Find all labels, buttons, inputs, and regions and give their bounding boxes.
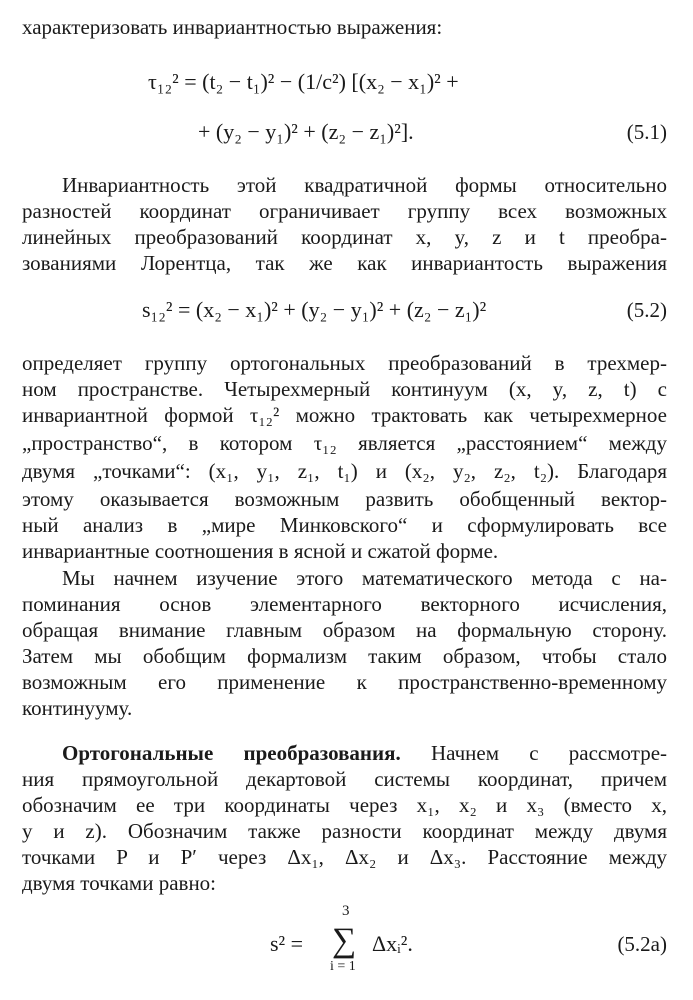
sum-symbol: ∑ (332, 922, 357, 959)
text-line: инвариантной формой τ₁₂² можно трактовать как четырехмерное (22, 403, 667, 427)
text-line: Затем мы обобщим формализм таким образом, чтобы стало (22, 644, 667, 668)
text-line: Инвариантность этой квадратичной формы относительно (62, 173, 667, 197)
text-line: обращая внимание главным образом на формальную сторону. (22, 618, 667, 642)
text-line: зованиями Лорентца, так же как инвариантость выражения (22, 251, 667, 275)
equation-5-2: s₁₂² = (x₂ − x₁)² + (y₂ − y₁)² + (z₂ − z₁)² (142, 297, 487, 322)
equation-number: (5.2a) (617, 932, 667, 956)
text-line: линейных преобразований координат x, y, z и t преобра- (22, 225, 667, 249)
equation-5-1-row-2: + (y₂ − y₁)² + (z₂ − z₁)²]. (198, 119, 414, 144)
text-line: определяет группу ортогональных преобразований в трехмер- (22, 351, 667, 375)
equation-5-2a-rhs: Δxᵢ². (372, 931, 413, 956)
text-line: ния прямоугольной декартовой системы координат, причем (22, 767, 667, 791)
text-line: ном пространстве. Четырехмерный континуум (x, y, z, t) с (22, 377, 667, 401)
text-line: этому оказывается возможным развить обобщенный вектор- (22, 487, 667, 511)
text-line: точками P и P′ через Δx₁, Δx₂ и Δx₃. Расстояние между (22, 845, 667, 869)
section-heading-line (62, 740, 667, 766)
sum-upper-limit: 3 (342, 903, 350, 919)
text-line: характеризовать инвариантностью выражения: (22, 15, 443, 39)
text-line: инвариантные соотношения в ясной и сжатой форме. (22, 539, 499, 563)
equation-5-1-row-1: τ₁₂² = (t₂ − t₁)² − (1/c²) [(x₂ − x₁)² + (148, 69, 459, 94)
text-line: разностей координат ограничивает группу всех возможных (22, 199, 667, 223)
text-line: „пространство“, в котором τ₁₂ является „расстоянием“ между (22, 431, 667, 455)
text-fragment: Начнем с рассмотре- (430, 741, 667, 765)
text-line: y и z). Обозначим также разности координат между двумя (22, 819, 667, 843)
text-line: ный анализ в „мире Минковского“ и сформулировать все (22, 513, 667, 537)
text-line: континууму. (22, 696, 133, 720)
section-heading: Ортогональные преобразования. (62, 741, 401, 765)
text-line: Мы начнем изучение этого математического метода с на- (62, 566, 667, 590)
text-line: поминания основ элементарного векторного исчисления, (22, 592, 667, 616)
text-line: двумя „точками“: (x₁, y₁, z₁, t₁) и (x₂, y₂, z₂, t₂). Благодаря (22, 459, 667, 483)
sum-lower-limit: i = 1 (330, 959, 356, 974)
text-line: двумя точками равно: (22, 871, 217, 895)
equation-number: (5.1) (626, 120, 667, 144)
equation-number: (5.2) (626, 298, 667, 322)
equation-5-2a-lhs: s² = (270, 931, 304, 956)
text-line: обозначим ее три координаты через x₁, x₂ и x₃ (вместо x, (22, 793, 667, 817)
text-line: возможным его применение к пространственно-временному (22, 670, 667, 694)
